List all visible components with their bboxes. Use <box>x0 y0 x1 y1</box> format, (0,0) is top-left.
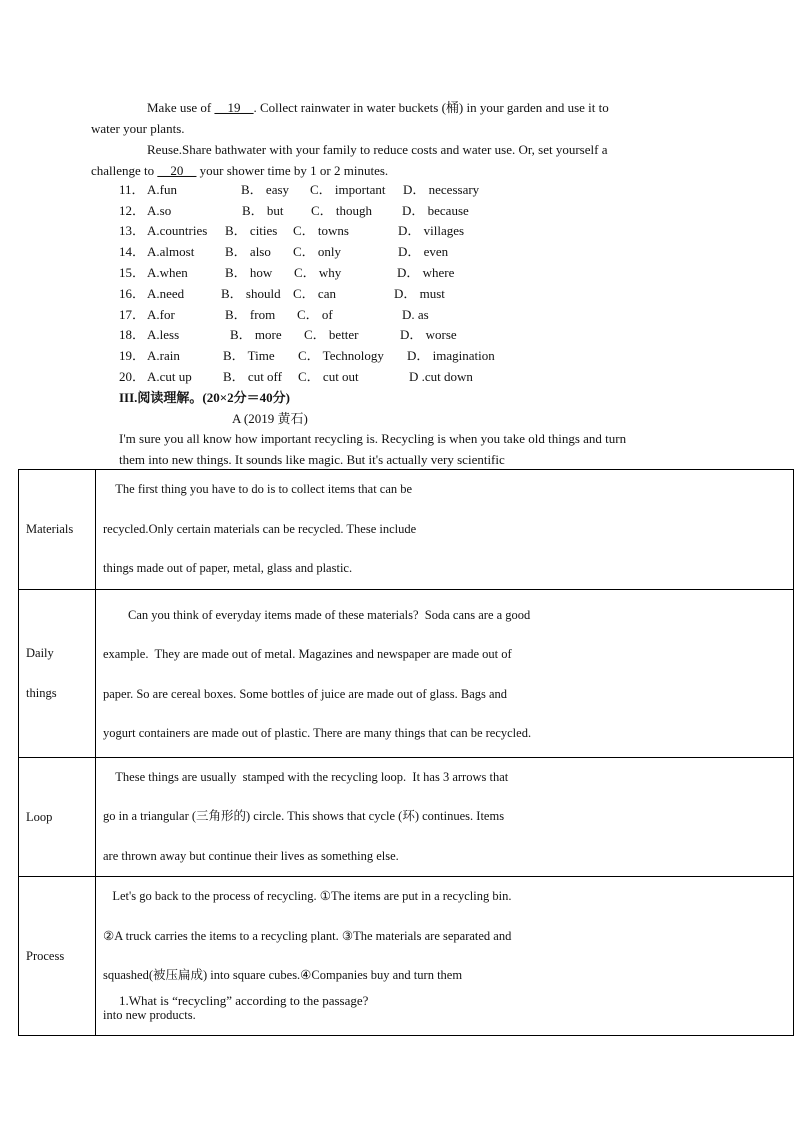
option-a: A.rain <box>147 348 180 363</box>
table-row <box>19 757 794 877</box>
option-d: D． because <box>402 203 469 218</box>
label-line: Process <box>26 949 65 963</box>
question-number: 12． <box>119 203 146 218</box>
blank-20: __20__ <box>157 163 197 178</box>
text-run: water your plants. <box>91 121 185 136</box>
row-content <box>96 589 794 757</box>
content-line: are thrown away but continue their lives as something else. <box>103 848 399 863</box>
option-c: C． Technology <box>298 348 384 363</box>
label-line: Materials <box>26 522 74 537</box>
option-a: A.almost <box>147 244 195 259</box>
text-run: Make use of <box>147 100 215 115</box>
question-number: 18． <box>119 327 146 342</box>
option-c: C． only <box>293 244 342 259</box>
label-line: Loop <box>26 809 53 824</box>
option-b: B． easy <box>241 182 290 197</box>
text-run: challenge to <box>91 163 158 178</box>
question-1: 1.What is “recycling” according to the passage? <box>119 993 369 1008</box>
option-b: B． Time <box>223 348 275 363</box>
option-b: B． how <box>225 265 273 280</box>
option-c: C． though <box>311 203 373 218</box>
option-b: B． cities <box>225 223 278 238</box>
content-line: squashed(被压扁成) into square cubes.④Companies buy and turn them <box>103 968 463 982</box>
option-d: D． must <box>394 286 445 301</box>
cloze-paragraph-19 <box>91 97 675 139</box>
row-content <box>96 877 794 1036</box>
option-a: A.less <box>147 327 180 342</box>
section-heading: III.阅读理解。(20×2分＝40分) <box>119 390 290 405</box>
passage-title: A (2019 黄石) <box>232 411 308 426</box>
question-number: 19． <box>119 348 146 363</box>
row-label <box>19 470 96 590</box>
option-d: D． villages <box>398 223 465 238</box>
row-label <box>19 757 96 877</box>
option-a: A.when <box>147 265 188 280</box>
option-d: D. as <box>402 307 429 322</box>
question-number: 16． <box>119 286 146 301</box>
question-number: 13． <box>119 223 146 238</box>
blank-19: __19__ <box>214 100 254 115</box>
option-d: D． imagination <box>407 348 495 363</box>
option-a: A.fun <box>147 182 177 197</box>
option-a: A.need <box>147 286 185 301</box>
option-c: C． towns <box>293 223 349 238</box>
text-run: . Collect rainwater in water buckets (桶) in your garden and use it to <box>253 100 609 115</box>
row-label <box>19 589 96 757</box>
option-b: B． cut off <box>223 369 282 384</box>
content-line: Let's go back to the process of recycling. ①The items are put in a recycling bin. <box>103 889 512 903</box>
table-row <box>19 470 794 590</box>
option-c: C． why <box>294 265 342 280</box>
content-line: Can you think of everyday items made of these materials? Soda cans are a good <box>103 607 531 622</box>
content-line: The first thing you have to do is to collect items that can be <box>103 482 413 496</box>
option-d: D． even <box>398 244 449 259</box>
content-line: paper. So are cereal boxes. Some bottles of juice are made out of glass. Bags and <box>103 686 508 701</box>
option-b: B． more <box>230 327 282 342</box>
content-line: ②A truck carries the items to a recycling plant. ③The materials are separated and <box>103 928 512 943</box>
content-line: These things are usually stamped with the recycling loop. It has 3 arrows that <box>103 769 509 784</box>
option-b: B． should <box>221 286 281 301</box>
question-number: 20． <box>119 369 146 384</box>
option-d: D． where <box>397 265 455 280</box>
option-c: C． can <box>293 286 336 301</box>
option-b: B． but <box>242 203 284 218</box>
passage-intro: I'm sure you all know how important recycling is. Recycling is when you take old things and turn <box>119 431 627 446</box>
passage-table <box>18 469 794 1036</box>
option-d: D． necessary <box>403 182 480 197</box>
table-row <box>19 877 794 1036</box>
passage-intro: them into new things. It sounds like magic. But it's actually very scientific <box>119 452 505 467</box>
table-row <box>19 589 794 757</box>
content-line: recycled.Only certain materials can be recycled. These include <box>103 521 417 536</box>
option-b: B． also <box>225 244 271 259</box>
option-c: C． important <box>310 182 386 197</box>
option-c: C． of <box>297 307 333 322</box>
label-line: things <box>26 686 57 700</box>
question-number: 14． <box>119 244 146 259</box>
question-number: 15． <box>119 265 146 280</box>
content-line: into new products. <box>103 1007 196 1022</box>
content-line: yogurt containers are made out of plastic. There are many things that can be recycled. <box>103 726 532 740</box>
content-line: things made out of paper, metal, glass and plastic. <box>103 561 353 575</box>
text-run: Reuse.Share bathwater with your family to reduce costs and water use. Or, set yourself a <box>147 142 608 157</box>
row-content <box>96 757 794 877</box>
option-a: A.so <box>147 203 172 218</box>
option-d: D． worse <box>400 327 457 342</box>
question-number: 17． <box>119 307 146 322</box>
cloze-paragraph-20 <box>91 139 675 181</box>
question-number: 11． <box>119 182 145 197</box>
option-d: D .cut down <box>409 369 473 384</box>
content-line: go in a triangular (三角形的) circle. This shows that cycle (环) continues. Items <box>103 809 505 823</box>
text-run: your shower time by 1 or 2 minutes. <box>196 163 389 178</box>
option-a: A.for <box>147 307 175 322</box>
option-c: C． cut out <box>298 369 359 384</box>
row-content <box>96 470 794 590</box>
row-label <box>19 877 96 1036</box>
option-b: B． from <box>225 307 276 322</box>
option-a: A.cut up <box>147 369 192 384</box>
content-line: example. They are made out of metal. Magazines and newspaper are made out of <box>103 647 512 661</box>
option-a: A.countries <box>147 223 208 238</box>
label-line: Daily <box>26 646 54 660</box>
option-c: C． better <box>304 327 359 342</box>
